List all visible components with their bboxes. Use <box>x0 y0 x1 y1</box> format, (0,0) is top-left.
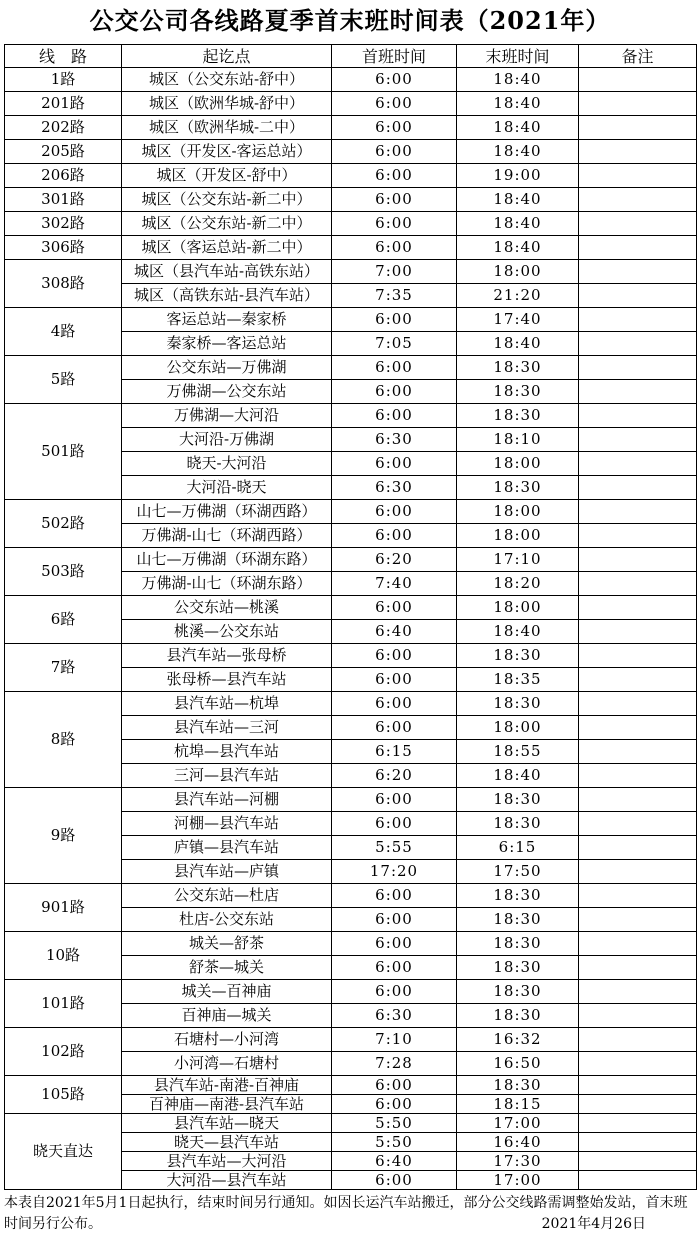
table-row <box>5 1028 697 1052</box>
route-cell: 县汽车站—杭埠 <box>122 692 332 716</box>
table-row <box>5 644 697 668</box>
route-cell: 晓天-大河沿 <box>122 452 332 476</box>
remarks-cell <box>579 524 697 548</box>
first-bus-time: 6:00 <box>332 236 457 260</box>
first-bus-time: 6:00 <box>332 116 457 140</box>
footer-date: 2021年4月26日 <box>541 1216 646 1232</box>
first-bus-time: 6:00 <box>332 668 457 692</box>
last-bus-time: 16:32 <box>457 1028 579 1052</box>
remarks-cell <box>579 332 697 356</box>
route-cell: 晓天—县汽车站 <box>122 1133 332 1152</box>
remarks-cell <box>579 668 697 692</box>
remarks-cell <box>579 884 697 908</box>
remarks-cell <box>579 716 697 740</box>
route-cell: 城区（开发区-客运总站） <box>122 140 332 164</box>
table-row <box>5 308 697 332</box>
last-bus-time: 18:30 <box>457 356 579 380</box>
first-bus-time: 5:50 <box>332 1114 457 1133</box>
last-bus-time: 18:30 <box>457 380 579 404</box>
last-bus-time: 17:50 <box>457 860 579 884</box>
line-name: 101路 <box>5 980 122 1028</box>
remarks-cell <box>579 452 697 476</box>
first-bus-time: 6:40 <box>332 620 457 644</box>
last-bus-time: 18:40 <box>457 764 579 788</box>
route-cell: 万佛湖—公交东站 <box>122 380 332 404</box>
route-cell: 张母桥—县汽车站 <box>122 668 332 692</box>
remarks-cell <box>579 164 697 188</box>
route-cell: 秦家桥—客运总站 <box>122 332 332 356</box>
route-cell: 舒茶—城关 <box>122 956 332 980</box>
remarks-cell <box>579 428 697 452</box>
header-line: 线 路 <box>5 45 122 68</box>
first-bus-time: 6:00 <box>332 140 457 164</box>
line-name: 301路 <box>5 188 122 212</box>
first-bus-time: 6:00 <box>332 356 457 380</box>
table-row <box>5 404 697 428</box>
last-bus-time: 18:40 <box>457 68 579 92</box>
first-bus-time: 6:30 <box>332 476 457 500</box>
last-bus-time: 17:40 <box>457 308 579 332</box>
route-cell: 杭埠—县汽车站 <box>122 740 332 764</box>
line-name: 503路 <box>5 548 122 596</box>
route-cell: 石塘村—小河湾 <box>122 1028 332 1052</box>
route-cell: 县汽车站—晓天 <box>122 1114 332 1133</box>
route-cell: 杜店-公交东站 <box>122 908 332 932</box>
line-name: 4路 <box>5 308 122 356</box>
first-bus-time: 6:00 <box>332 404 457 428</box>
line-name: 302路 <box>5 212 122 236</box>
route-cell: 大河沿—县汽车站 <box>122 1171 332 1190</box>
first-bus-time: 6:00 <box>332 812 457 836</box>
first-bus-time: 6:00 <box>332 980 457 1004</box>
last-bus-time: 18:35 <box>457 668 579 692</box>
last-bus-time: 18:00 <box>457 260 579 284</box>
last-bus-time: 6:15 <box>457 836 579 860</box>
last-bus-time: 18:30 <box>457 404 579 428</box>
remarks-cell <box>579 116 697 140</box>
route-cell: 城关—百神庙 <box>122 980 332 1004</box>
last-bus-time: 18:30 <box>457 476 579 500</box>
route-cell: 公交东站—万佛湖 <box>122 356 332 380</box>
last-bus-time: 18:15 <box>457 1095 579 1114</box>
remarks-cell <box>579 908 697 932</box>
line-name: 7路 <box>5 644 122 692</box>
last-bus-time: 18:00 <box>457 524 579 548</box>
first-bus-time: 6:30 <box>332 428 457 452</box>
first-bus-time: 6:00 <box>332 884 457 908</box>
route-cell: 百神庙—南港-县汽车站 <box>122 1095 332 1114</box>
last-bus-time: 17:00 <box>457 1171 579 1190</box>
remarks-cell <box>579 68 697 92</box>
first-bus-time: 7:35 <box>332 284 457 308</box>
route-cell: 万佛湖-山七（环湖东路） <box>122 572 332 596</box>
last-bus-time: 18:30 <box>457 956 579 980</box>
first-bus-time: 6:40 <box>332 1152 457 1171</box>
route-cell: 万佛湖—大河沿 <box>122 404 332 428</box>
route-cell: 城区（公交东站-新二中） <box>122 212 332 236</box>
remarks-cell <box>579 1152 697 1171</box>
last-bus-time: 19:00 <box>457 164 579 188</box>
remarks-cell <box>579 188 697 212</box>
first-bus-time: 6:30 <box>332 1004 457 1028</box>
timetable <box>4 44 697 1190</box>
route-cell: 城关—舒茶 <box>122 932 332 956</box>
first-bus-time: 6:00 <box>332 644 457 668</box>
table-row <box>5 596 697 620</box>
last-bus-time: 16:40 <box>457 1133 579 1152</box>
remarks-cell <box>579 1004 697 1028</box>
remarks-cell <box>579 1171 697 1190</box>
last-bus-time: 18:30 <box>457 908 579 932</box>
route-cell: 大河沿-晓天 <box>122 476 332 500</box>
remarks-cell <box>579 1095 697 1114</box>
header-last-bus: 末班时间 <box>457 45 579 68</box>
route-cell: 小河湾—石塘村 <box>122 1052 332 1076</box>
last-bus-time: 18:40 <box>457 620 579 644</box>
line-name: 8路 <box>5 692 122 788</box>
remarks-cell <box>579 1114 697 1133</box>
table-row <box>5 116 697 140</box>
table-row <box>5 788 697 812</box>
table-header-row <box>5 45 697 68</box>
table-row <box>5 140 697 164</box>
route-cell: 客运总站—秦家桥 <box>122 308 332 332</box>
first-bus-time: 5:55 <box>332 836 457 860</box>
line-name: 1路 <box>5 68 122 92</box>
remarks-cell <box>579 788 697 812</box>
first-bus-time: 7:05 <box>332 332 457 356</box>
last-bus-time: 18:40 <box>457 92 579 116</box>
line-name: 501路 <box>5 404 122 500</box>
first-bus-time: 6:00 <box>332 1076 457 1095</box>
line-name: 901路 <box>5 884 122 932</box>
route-cell: 城区（开发区-舒中） <box>122 164 332 188</box>
route-cell: 公交东站—桃溪 <box>122 596 332 620</box>
first-bus-time: 6:00 <box>332 788 457 812</box>
line-name: 202路 <box>5 116 122 140</box>
first-bus-time: 6:00 <box>332 692 457 716</box>
line-name: 9路 <box>5 788 122 884</box>
header-remarks: 备注 <box>579 45 697 68</box>
remarks-cell <box>579 1052 697 1076</box>
route-cell: 城区（公交东站-舒中） <box>122 68 332 92</box>
remarks-cell <box>579 644 697 668</box>
route-cell: 河棚—县汽车站 <box>122 812 332 836</box>
page-title: 公交公司各线路夏季首末班时间表（2021年） <box>89 6 611 35</box>
line-name: 102路 <box>5 1028 122 1076</box>
first-bus-time: 6:00 <box>332 452 457 476</box>
last-bus-time: 16:50 <box>457 1052 579 1076</box>
route-cell: 山七—万佛湖（环湖西路） <box>122 500 332 524</box>
table-row <box>5 68 697 92</box>
remarks-cell <box>579 980 697 1004</box>
remarks-cell <box>579 308 697 332</box>
line-name: 306路 <box>5 236 122 260</box>
first-bus-time: 6:20 <box>332 764 457 788</box>
remarks-cell <box>579 1133 697 1152</box>
route-cell: 城区（欧洲华城-舒中） <box>122 92 332 116</box>
remarks-cell <box>579 932 697 956</box>
first-bus-time: 6:00 <box>332 164 457 188</box>
first-bus-time: 6:00 <box>332 68 457 92</box>
route-cell: 大河沿-万佛湖 <box>122 428 332 452</box>
route-cell: 县汽车站—三河 <box>122 716 332 740</box>
line-name: 502路 <box>5 500 122 548</box>
last-bus-time: 17:30 <box>457 1152 579 1171</box>
first-bus-time: 6:00 <box>332 380 457 404</box>
route-cell: 城区（县汽车站-高铁东站） <box>122 260 332 284</box>
first-bus-time: 6:00 <box>332 908 457 932</box>
last-bus-time: 18:00 <box>457 452 579 476</box>
first-bus-time: 6:00 <box>332 596 457 620</box>
remarks-cell <box>579 92 697 116</box>
first-bus-time: 17:20 <box>332 860 457 884</box>
last-bus-time: 18:40 <box>457 140 579 164</box>
line-name: 308路 <box>5 260 122 308</box>
route-cell: 县汽车站—张母桥 <box>122 644 332 668</box>
last-bus-time: 18:20 <box>457 572 579 596</box>
line-name: 5路 <box>5 356 122 404</box>
first-bus-time: 6:15 <box>332 740 457 764</box>
line-name: 6路 <box>5 596 122 644</box>
first-bus-time: 7:28 <box>332 1052 457 1076</box>
table-row <box>5 1114 697 1133</box>
line-name: 201路 <box>5 92 122 116</box>
remarks-cell <box>579 620 697 644</box>
last-bus-time: 18:55 <box>457 740 579 764</box>
route-cell: 庐镇—县汽车站 <box>122 836 332 860</box>
remarks-cell <box>579 284 697 308</box>
header-route: 起讫点 <box>122 45 332 68</box>
first-bus-time: 5:50 <box>332 1133 457 1152</box>
remarks-cell <box>579 860 697 884</box>
remarks-cell <box>579 692 697 716</box>
last-bus-time: 18:40 <box>457 212 579 236</box>
last-bus-time: 18:40 <box>457 116 579 140</box>
last-bus-time: 18:30 <box>457 788 579 812</box>
route-cell: 城区（高铁东站-县汽车站） <box>122 284 332 308</box>
table-row <box>5 236 697 260</box>
remarks-cell <box>579 380 697 404</box>
last-bus-time: 18:30 <box>457 644 579 668</box>
route-cell: 山七—万佛湖（环湖东路） <box>122 548 332 572</box>
route-cell: 公交东站—杜店 <box>122 884 332 908</box>
line-name: 晓天直达 <box>5 1114 122 1190</box>
remarks-cell <box>579 500 697 524</box>
route-cell: 县汽车站—大河沿 <box>122 1152 332 1171</box>
route-cell: 城区（欧洲华城-二中） <box>122 116 332 140</box>
line-name: 105路 <box>5 1076 122 1114</box>
last-bus-time: 18:00 <box>457 596 579 620</box>
remarks-cell <box>579 596 697 620</box>
route-cell: 桃溪—公交东站 <box>122 620 332 644</box>
remarks-cell <box>579 212 697 236</box>
footer <box>4 1189 696 1244</box>
first-bus-time: 7:40 <box>332 572 457 596</box>
last-bus-time: 18:30 <box>457 692 579 716</box>
last-bus-time: 18:00 <box>457 500 579 524</box>
last-bus-time: 18:30 <box>457 932 579 956</box>
remarks-cell <box>579 1076 697 1095</box>
first-bus-time: 6:00 <box>332 956 457 980</box>
line-name: 206路 <box>5 164 122 188</box>
table-row <box>5 980 697 1004</box>
remarks-cell <box>579 812 697 836</box>
last-bus-time: 18:40 <box>457 188 579 212</box>
table-row <box>5 884 697 908</box>
remarks-cell <box>579 740 697 764</box>
table-row <box>5 692 697 716</box>
first-bus-time: 6:00 <box>332 932 457 956</box>
first-bus-time: 7:00 <box>332 260 457 284</box>
table-row <box>5 932 697 956</box>
last-bus-time: 18:30 <box>457 980 579 1004</box>
remarks-cell <box>579 1028 697 1052</box>
footer-note: 本表自2021年5月1日起执行，结束时间另行通知。如因长运汽车站搬迁，部分公交线路需调整始发站，首末班时间另行公布。 <box>4 1195 688 1232</box>
last-bus-time: 18:30 <box>457 812 579 836</box>
route-cell: 县汽车站-南港-百神庙 <box>122 1076 332 1095</box>
last-bus-time: 18:40 <box>457 332 579 356</box>
first-bus-time: 6:00 <box>332 92 457 116</box>
first-bus-time: 6:00 <box>332 188 457 212</box>
last-bus-time: 18:30 <box>457 884 579 908</box>
remarks-cell <box>579 236 697 260</box>
last-bus-time: 18:00 <box>457 716 579 740</box>
last-bus-time: 17:10 <box>457 548 579 572</box>
remarks-cell <box>579 572 697 596</box>
last-bus-time: 18:30 <box>457 1004 579 1028</box>
table-row <box>5 548 697 572</box>
remarks-cell <box>579 764 697 788</box>
first-bus-time: 6:00 <box>332 1095 457 1114</box>
last-bus-time: 17:00 <box>457 1114 579 1133</box>
line-name: 10路 <box>5 932 122 980</box>
first-bus-time: 6:00 <box>332 716 457 740</box>
first-bus-time: 6:00 <box>332 308 457 332</box>
table-row <box>5 188 697 212</box>
last-bus-time: 18:10 <box>457 428 579 452</box>
first-bus-time: 6:00 <box>332 524 457 548</box>
remarks-cell <box>579 404 697 428</box>
header-first-bus: 首班时间 <box>332 45 457 68</box>
remarks-cell <box>579 140 697 164</box>
remarks-cell <box>579 836 697 860</box>
table-row <box>5 356 697 380</box>
route-cell: 百神庙—城关 <box>122 1004 332 1028</box>
table-body <box>5 68 697 1190</box>
first-bus-time: 6:20 <box>332 548 457 572</box>
table-row <box>5 500 697 524</box>
remarks-cell <box>579 476 697 500</box>
last-bus-time: 21:20 <box>457 284 579 308</box>
table-row <box>5 260 697 284</box>
remarks-cell <box>579 548 697 572</box>
first-bus-time: 6:00 <box>332 212 457 236</box>
first-bus-time: 6:00 <box>332 500 457 524</box>
first-bus-time: 7:10 <box>332 1028 457 1052</box>
route-cell: 县汽车站—河棚 <box>122 788 332 812</box>
table-row <box>5 212 697 236</box>
route-cell: 万佛湖-山七（环湖西路） <box>122 524 332 548</box>
remarks-cell <box>579 260 697 284</box>
remarks-cell <box>579 956 697 980</box>
line-name: 205路 <box>5 140 122 164</box>
route-cell: 三河—县汽车站 <box>122 764 332 788</box>
route-cell: 城区（客运总站-新二中） <box>122 236 332 260</box>
table-row <box>5 164 697 188</box>
route-cell: 城区（公交东站-新二中） <box>122 188 332 212</box>
last-bus-time: 18:30 <box>457 1076 579 1095</box>
table-row <box>5 1076 697 1095</box>
remarks-cell <box>579 356 697 380</box>
table-row <box>5 92 697 116</box>
last-bus-time: 18:40 <box>457 236 579 260</box>
first-bus-time: 6:00 <box>332 1171 457 1190</box>
route-cell: 县汽车站—庐镇 <box>122 860 332 884</box>
